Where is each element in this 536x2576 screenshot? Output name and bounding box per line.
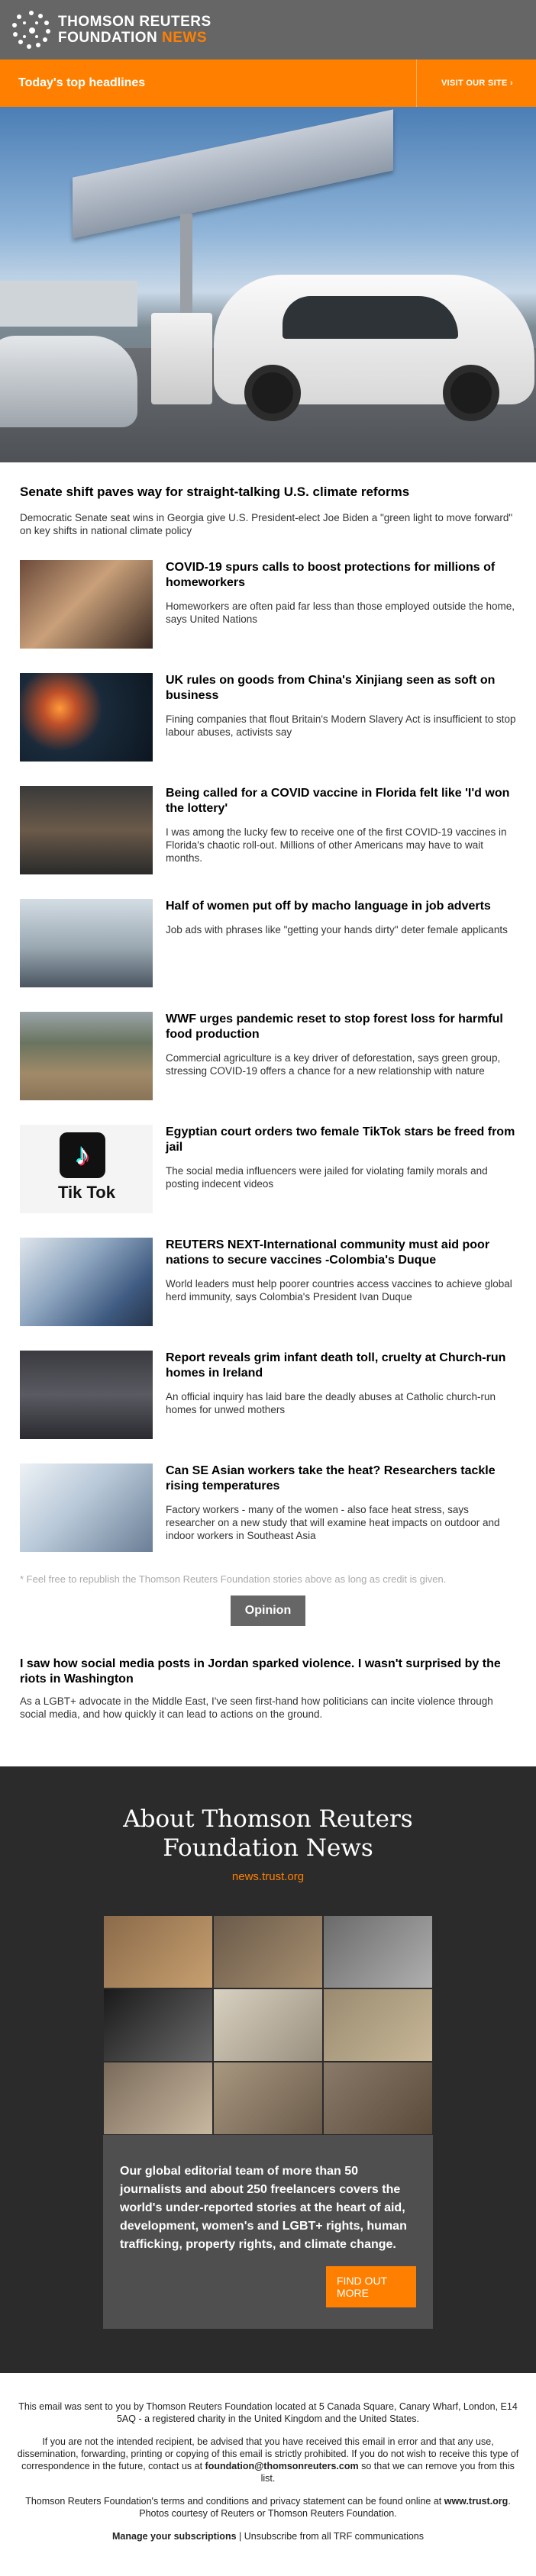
footer-address: This email was sent to you by Thomson Reuters Foundation located at 5 Canada Square, Canary Wharf, London, E14 5AQ - a registered charity in the United Kingdom and the United States. [18, 2401, 518, 2424]
story-item [0, 1463, 536, 1552]
email-header [0, 0, 536, 60]
story-item [0, 1351, 536, 1439]
footer-disclaimer-text: If you are not the intended recipient, be advised that you have received this email in error and that any use, dissemination, forwarding, printing or copying of this email is strictly prohibited. If you do not wish to receive this type of correspondence in the future, contact us at [17, 2436, 519, 2471]
story-summary: Homeworkers are often paid far less than those employed outside the home, says United Nations [166, 601, 515, 625]
story-thumbnail[interactable] [20, 673, 153, 762]
story-item [0, 899, 536, 987]
story-headline[interactable]: Report reveals grim infant death toll, cruelty at Church-run homes in Ireland [166, 1351, 506, 1380]
opinion-story [0, 1626, 536, 1766]
story-thumbnail[interactable] [20, 1238, 153, 1326]
about-body: Our global editorial team of more than 50 journalists and about 250 freelancers covers the world's under-reported stories at the heart of aid, development, women's and LGBT+ rights, human trafficking, property rights, and climate change. [120, 2165, 407, 2251]
story-item [0, 1125, 536, 1213]
story-thumbnail[interactable] [20, 786, 153, 874]
manage-subscriptions-link[interactable]: Manage your subscriptions [112, 2531, 237, 2542]
story-item [0, 1012, 536, 1100]
story-item [0, 1238, 536, 1326]
story-thumbnail[interactable] [20, 1125, 153, 1213]
story-summary: Commercial agriculture is a key driver of deforestation, says green group, stressing COVID-19 offers a chance for a new relationship with nature [166, 1052, 501, 1077]
trf-logo-icon[interactable] [12, 11, 50, 49]
lead-summary: Democratic Senate seat wins in Georgia give U.S. President-elect Joe Biden a "green light to move forward" on key shifts in national climate policy [20, 512, 513, 536]
about-url-link[interactable]: news.trust.org [231, 1870, 305, 1883]
story-headline[interactable]: Can SE Asian workers take the heat? Researchers tackle rising temperatures [166, 1464, 496, 1492]
story-headline[interactable]: WWF urges pandemic reset to stop forest loss for harmful food production [166, 1013, 503, 1041]
story-summary: The social media influencers were jailed for violating family morals and posting indecent videos [166, 1165, 488, 1190]
story-thumbnail[interactable] [20, 899, 153, 987]
about-title [0, 1805, 536, 1863]
story-headline[interactable]: Egyptian court orders two female TikTok stars be freed from jail [166, 1125, 515, 1154]
story-thumbnail[interactable] [20, 1012, 153, 1100]
photo-collage [103, 1915, 433, 2135]
story-item [0, 560, 536, 649]
story-thumbnail[interactable] [20, 1463, 153, 1552]
story-summary: I was among the lucky few to receive one of the first COVID-19 vaccines in Florida's chaotic roll-out. Millions of other Americans may have to wait months. [166, 826, 507, 864]
story-item [0, 673, 536, 762]
brand-line1: THOMSON REUTERS [58, 14, 211, 30]
brand-news: NEWS [162, 30, 208, 46]
story-headline[interactable]: Half of women put off by macho language in job adverts [166, 900, 491, 913]
story-summary: Factory workers - many of the women - also face heat stress, says researcher on a new study that will examine heat impacts on outdoor and indoor workers in Southeast Asia [166, 1504, 500, 1541]
tiktok-logo-icon: ♪ [60, 1132, 105, 1178]
story-headline[interactable]: Being called for a COVID vaccine in Florida felt like 'I'd won the lottery' [166, 787, 510, 815]
tiktok-wordmark: Tik Tok [58, 1183, 115, 1202]
republish-credit: * Feel free to republish the Thomson Reuters Foundation stories above as long as credit is given. [20, 1573, 447, 1585]
story-headline[interactable]: UK rules on goods from China's Xinjiang seen as soft on business [166, 674, 496, 702]
find-out-more-button[interactable]: FIND OUT MORE [326, 2266, 416, 2307]
visit-site-link[interactable]: VISIT OUR SITE › [416, 60, 536, 107]
footer-separator: | [236, 2531, 244, 2542]
headlines-bar [0, 60, 536, 107]
story-summary: World leaders must help poorer countries access vaccines to achieve global herd immunity, says Colombia's President Ivan Duque [166, 1278, 512, 1302]
footer-links [17, 2530, 519, 2542]
story-thumbnail[interactable] [20, 1351, 153, 1439]
about-title-line2: Foundation News [163, 1834, 373, 1862]
story-headline[interactable]: REUTERS NEXT-International community must aid poor nations to secure vaccines -Colombia's Duque [166, 1238, 490, 1267]
story-headline[interactable]: COVID-19 spurs calls to boost protections for millions of homeworkers [166, 561, 496, 589]
unsubscribe-link[interactable]: Unsubscribe from all TRF communications [244, 2531, 424, 2542]
trust-org-link[interactable]: www.trust.org [444, 2496, 509, 2507]
hero-image[interactable] [0, 107, 536, 462]
brand-name[interactable] [58, 14, 211, 46]
brand-line2: FOUNDATION [58, 30, 158, 46]
contact-email-link[interactable]: foundation@thomsonreuters.com [205, 2461, 359, 2471]
footer-terms-end: . Photos courtesy of Reuters or Thomson Reuters Foundation. [139, 2496, 511, 2519]
footer-disclaimer [17, 2436, 519, 2484]
lead-story [0, 462, 536, 560]
about-title-line1: About Thomson Reuters [123, 1805, 413, 1833]
story-summary: An official inquiry has laid bare the deadly abuses at Catholic church-run homes for unwed mothers [166, 1391, 496, 1415]
story-summary: Fining companies that flout Britain's Modern Slavery Act is insufficient to stop labour abuses, activists say [166, 713, 516, 738]
footer-terms [17, 2495, 519, 2520]
headlines-title: Today's top headlines [18, 76, 146, 89]
email-footer [0, 2373, 536, 2576]
story-summary: Job ads with phrases like "getting your hands dirty" deter female applicants [166, 924, 508, 935]
about-description-box [103, 2135, 433, 2329]
about-section [0, 1766, 536, 2373]
story-item [0, 786, 536, 874]
opinion-summary: As a LGBT+ advocate in the Middle East, I've seen first-hand how politicians can incite violence through social media, and how quickly it can lead to actions on the ground. [20, 1695, 493, 1720]
footer-disclaimer-end: so that we can remove you from this list. [260, 2461, 515, 2484]
opinion-label: Opinion [231, 1596, 305, 1626]
footer-terms-text: Thomson Reuters Foundation's terms and conditions and privacy statement can be found online at [25, 2496, 444, 2507]
opinion-headline[interactable]: I saw how social media posts in Jordan sparked violence. I wasn't surprised by the riots in Washington [20, 1657, 501, 1686]
lead-headline[interactable]: Senate shift paves way for straight-talking U.S. climate reforms [20, 485, 410, 499]
story-thumbnail[interactable] [20, 560, 153, 649]
